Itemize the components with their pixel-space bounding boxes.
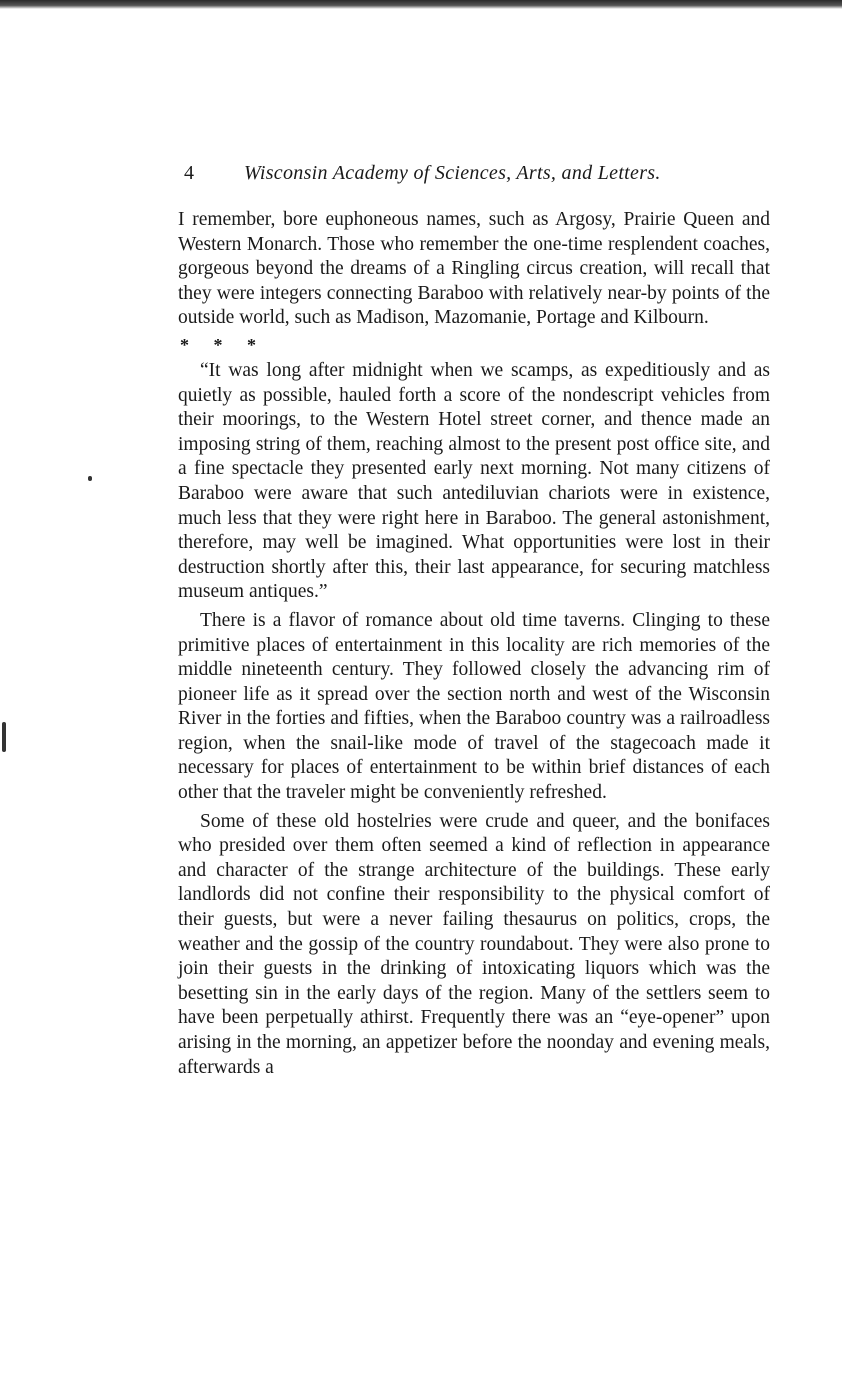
scan-margin-mark <box>2 722 6 752</box>
body-text <box>178 208 770 1080</box>
paragraph-3: There is a flavor of romance about old time taverns. Clinging to these primitive places of entertainment in this locality are rich memories of the middle nineteenth century. They followed closely the advancing rim of pioneer life as it spread over the section north and west of the Wisconsin River in the forties and fifties, when the Baraboo country was a railroadless region, when the snail-like mode of travel of the stagecoach made it necessary for places of entertainment to be within brief distances of each other that the traveler might be conveniently refreshed. <box>178 609 770 804</box>
journal-title: Wisconsin Academy of Sciences, Arts, and Letters. <box>244 162 661 184</box>
document-page <box>178 158 770 1084</box>
scan-top-edge <box>0 0 842 9</box>
running-head <box>178 158 770 188</box>
paragraph-2: “It was long after midnight when we scamps, as expeditiously and as quietly as possible, hauled forth a score of the nondescript vehicles from their moorings, to the Western Hotel street corner, and thence made an imposing string of them, reaching almost to the present post office site, and a fine spectacle they presented early next morning. Not many citizens of Baraboo were aware that such antediluvian chariots were in existence, much less that they were right here in Baraboo. The general astonishment, therefore, may well be imagined. What opportunities were lost in their destruction shortly after this, their last appearance, for securing matchless museum antiques.” <box>178 359 770 603</box>
scan-speck <box>88 476 92 481</box>
paragraph-1: I remember, bore euphoneous names, such as Argosy, Prairie Queen and Western Monarch. Those who remember the one-time resplendent coaches, gorgeous beyond the dreams of a Ringling circus creation, will recall that they were integers connecting Baraboo with relatively near-by points of the outside world, such as Madison, Mazomanie, Portage and Kilbourn. <box>178 209 770 329</box>
page-number: 4 <box>184 162 194 184</box>
paragraph-4: Some of these old hostelries were crude and queer, and the bonifaces who presided over them often seemed a kind of reflection in appearance and character of the strange architecture of the buildings. These early landlords did not confine their responsibility to the physical comfort of their guests, but were a never failing thesaurus on politics, crops, the weather and the gossip of the country roundabout. They were also prone to join their guests in the drinking of intoxicating liquors which was the besetting sin in the early days of the region. Many of the settlers seem to have been perpetually athirst. Frequently there was an “eye-opener” upon arising in the morning, an appetizer before the noonday and evening meals, afterwards a <box>178 810 770 1078</box>
section-break-asterisks: * * * <box>180 334 266 355</box>
